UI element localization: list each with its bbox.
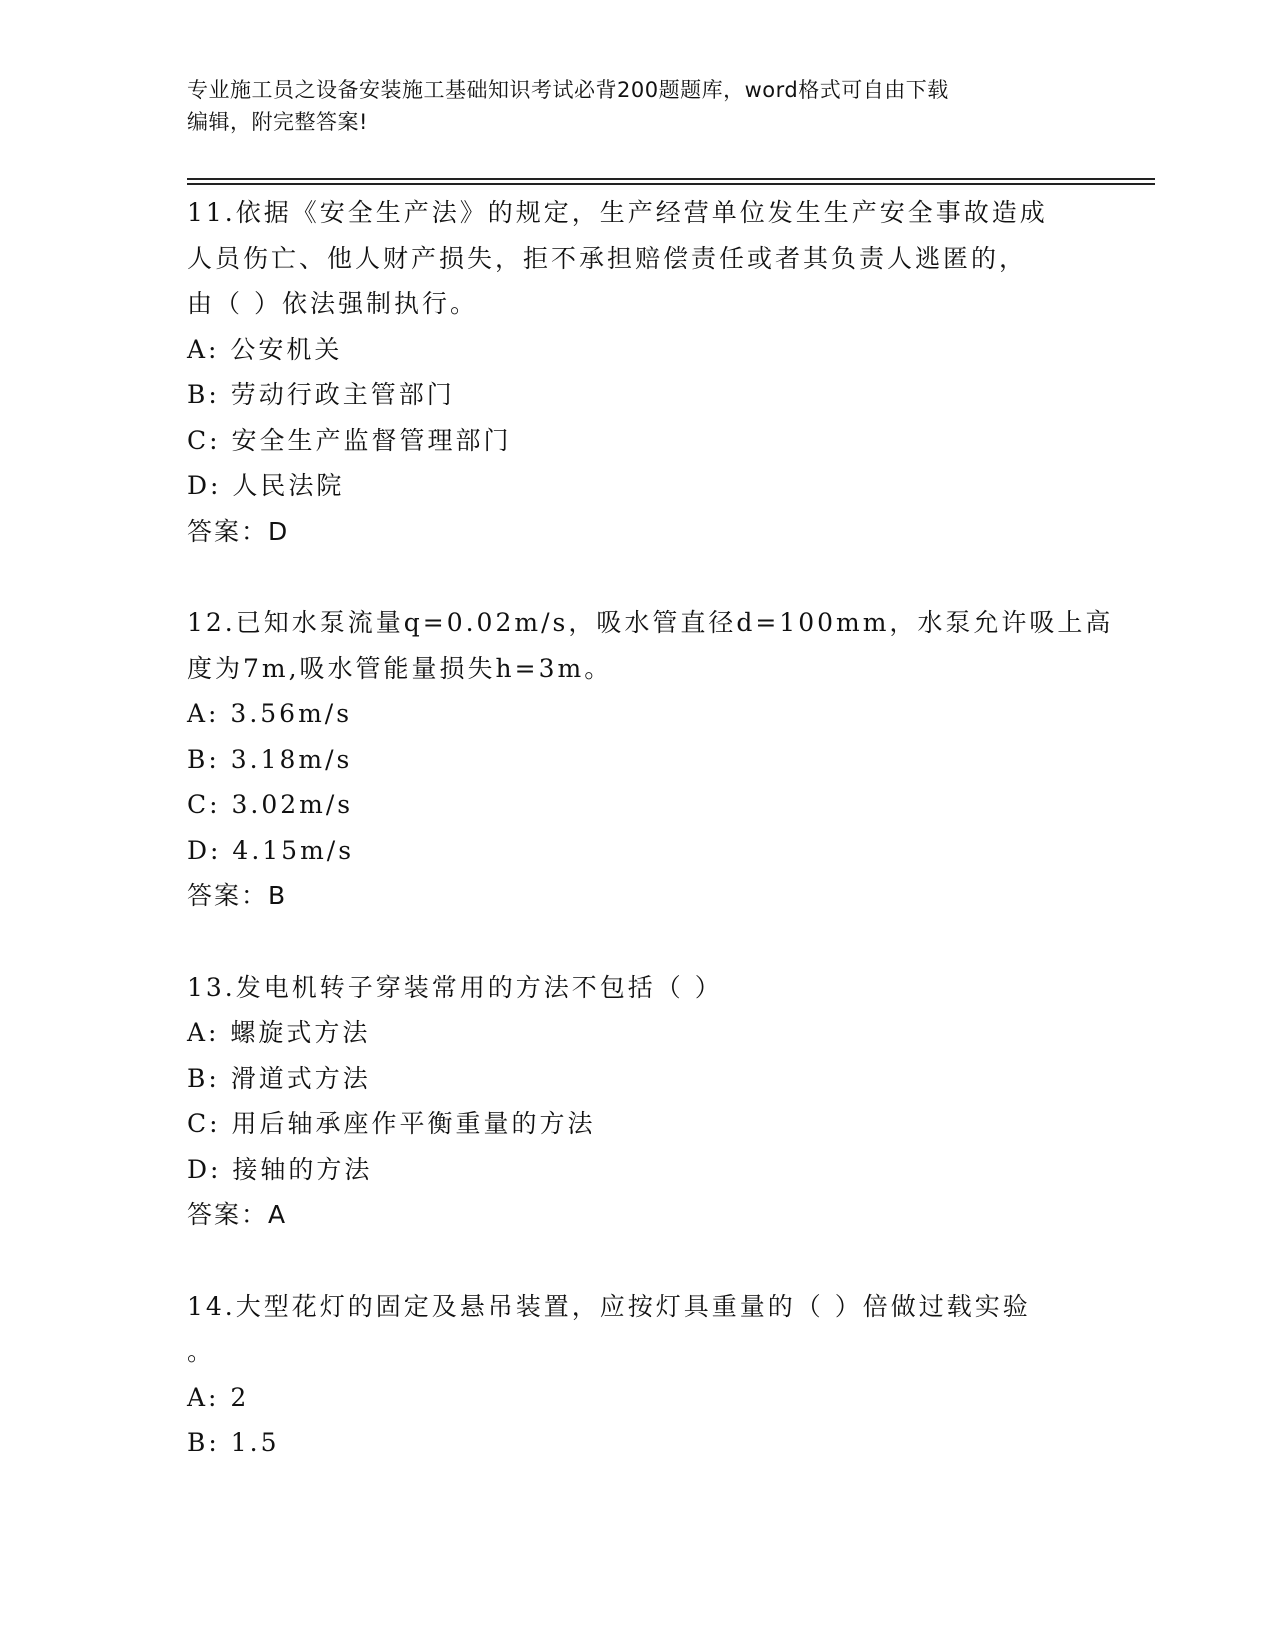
question-14 bbox=[187, 1284, 1087, 1466]
question-list bbox=[187, 190, 1114, 1512]
header-divider-top bbox=[187, 178, 1155, 180]
document-header bbox=[187, 74, 1087, 138]
header-line-2: 编辑，附完整答案! bbox=[187, 110, 368, 134]
option-b: B: 1.5 bbox=[187, 1428, 280, 1457]
question-stem-line: 13.发电机转子穿装常用的方法不包括（ ） bbox=[187, 972, 723, 1002]
question-11 bbox=[187, 190, 1087, 554]
option-c: C: 安全生产监督管理部门 bbox=[187, 425, 512, 455]
option-d: D: 4.15m/s bbox=[187, 835, 355, 865]
question-stem-line: 度为7m,吸水管能量损失h=3m。 bbox=[187, 653, 613, 683]
header-divider-bottom bbox=[187, 183, 1155, 185]
answer-label: 答案：B bbox=[187, 881, 288, 910]
option-c: C: 用后轴承座作平衡重量的方法 bbox=[187, 1109, 596, 1138]
option-a: A: 公安机关 bbox=[187, 334, 343, 364]
question-12 bbox=[187, 600, 1114, 919]
option-a: A: 3.56m/s bbox=[187, 699, 353, 728]
question-stem-line: 人员伤亡、他人财产损失，拒不承担赔偿责任或者其负责人逃匿的， bbox=[187, 243, 1028, 273]
option-d: D: 接轴的方法 bbox=[187, 1154, 373, 1184]
question-stem-line: 12.已知水泵流量q=0.02m/s，吸水管直径d=100mm，水泵允许吸上高 bbox=[187, 608, 1114, 637]
header-line-1: 专业施工员之设备安装施工基础知识考试必背200题题库，word格式可自由下载 bbox=[187, 78, 949, 102]
option-c: C: 3.02m/s bbox=[187, 790, 354, 819]
option-b: B: 滑道式方法 bbox=[187, 1063, 371, 1093]
option-d: D: 人民法院 bbox=[187, 471, 345, 500]
question-stem-line: 由（ ）依法强制执行。 bbox=[187, 289, 478, 318]
question-stem-line: 11.依据《安全生产法》的规定，生产经营单位发生生产安全事故造成 bbox=[187, 198, 1048, 227]
question-13 bbox=[187, 965, 1087, 1238]
option-a: A: 2 bbox=[187, 1382, 250, 1412]
option-a: A: 螺旋式方法 bbox=[187, 1018, 371, 1047]
option-b: B: 劳动行政主管部门 bbox=[187, 380, 455, 409]
answer-label: 答案：D bbox=[187, 516, 290, 546]
question-stem-line: 。 bbox=[187, 1337, 216, 1366]
question-stem-line: 14.大型花灯的固定及悬吊装置，应按灯具重量的（ ）倍做过载实验 bbox=[187, 1291, 1031, 1321]
option-b: B: 3.18m/s bbox=[187, 744, 353, 774]
answer-label: 答案：A bbox=[187, 1200, 288, 1229]
